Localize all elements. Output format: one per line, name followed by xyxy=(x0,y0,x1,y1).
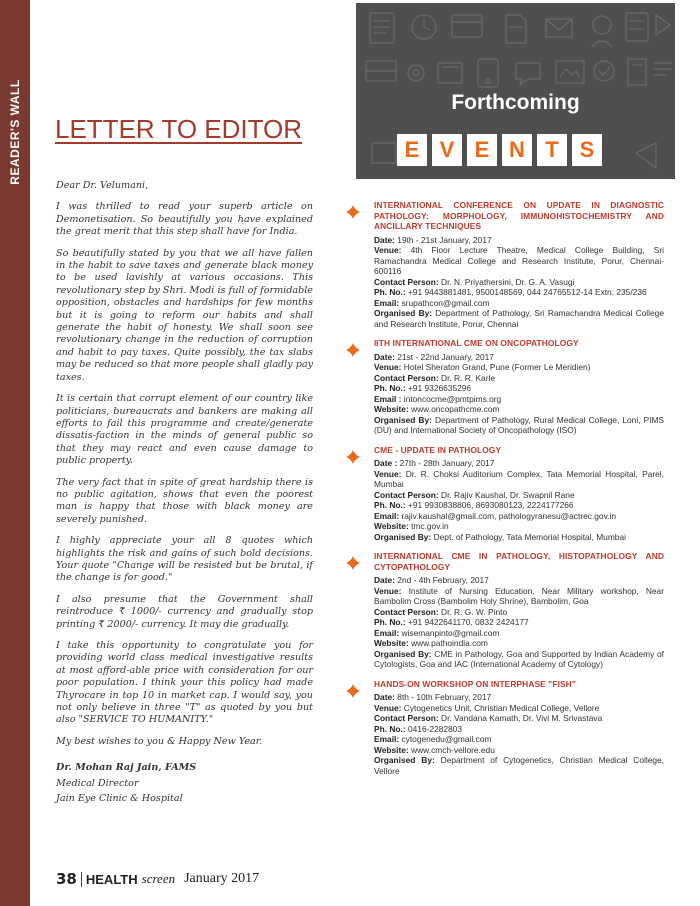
event-detail-label: Ph. No.: xyxy=(374,383,406,393)
letter-paragraph: The very fact that in spite of great hardship there is no public agitation, shows that even the poorest man is happy that those with black money are severely punished. xyxy=(56,476,313,525)
event-detail-row xyxy=(374,298,664,309)
event-detail-row xyxy=(374,575,664,586)
event-detail-value: 0416-2282803 xyxy=(407,723,462,734)
event-detail-label: Date: xyxy=(374,575,395,585)
event-detail-label: Email : xyxy=(374,393,402,404)
event-entry xyxy=(346,679,664,777)
event-detail-label: Venue: xyxy=(374,585,402,596)
letter-body xyxy=(56,180,313,808)
event-detail-row xyxy=(374,532,664,543)
letter-paragraph: I was thrilled to read your superb article on Demonetisation. So beautifully you have explained the great merit that this step shall have for India. xyxy=(56,201,313,238)
event-detail-label: Email: xyxy=(374,627,400,638)
letter-paragraph: I also presume that the Government shall reintroduce ₹ 1000/- currency and gradually stop printing ₹ 2000/- currency. It may die gradually. xyxy=(56,593,313,630)
event-detail-value: Cytogenetics Unit, Christian Medical College, Vellore xyxy=(403,702,600,713)
event-detail-label: Email: xyxy=(374,510,400,521)
event-detail-value: Dr. R. R. Karle xyxy=(441,372,495,383)
event-detail-value: Hotel Sheraton Grand, Pune (Former Le Meridien) xyxy=(403,362,591,372)
letter-paragraph: My best wishes to you & Happy New Year. xyxy=(56,735,263,747)
event-detail-row xyxy=(374,404,664,415)
event-detail-label: Organised By: xyxy=(374,308,433,318)
event-detail-row xyxy=(374,277,664,288)
bullet-star-icon xyxy=(346,343,360,357)
event-detail-label: Website: xyxy=(374,638,409,648)
letter-paragraph: It is certain that corrupt element of our country like politicians, bureaucrats and bankers are making all efforts to fail this programme and create/generate dissatis-faction in the minds of general public so that they may react and even cause damage to public property. xyxy=(56,393,313,467)
bullet-star-icon xyxy=(346,205,360,219)
event-detail-value: +91 9930838806, 8693080123, 2224177266 xyxy=(407,500,574,510)
events-letter-tile: N xyxy=(502,134,532,166)
events-header xyxy=(356,3,675,179)
event-detail-row xyxy=(374,692,664,703)
event-detail-row xyxy=(374,724,664,735)
event-detail-row xyxy=(374,638,664,649)
letter-role: Medical Director xyxy=(56,777,139,789)
event-detail-label: Venue: xyxy=(374,468,402,479)
event-detail-value: Dr. Vandana Kamath, Dr. Vivi M. Srivastava xyxy=(441,713,603,723)
events-letter-tile: E xyxy=(467,134,497,166)
issue-date: January 2017 xyxy=(184,871,260,886)
event-detail-row xyxy=(374,745,664,756)
event-detail-label: Organised By: xyxy=(374,755,435,765)
letter-paragraph: So beautifully stated by you that we all have fallen in the habit to save taxes and generate black money to be used lavishly at various occasions. This revolutionary step by Shri. Modi is full of formidable opposition, obstacles and hardships for few months but it is going to reform our habits and shall generate the habit of honesty. We shall soon see revolutionary change in the reduction of corruption and habit to pay taxes. Quite possibly, the tax slabs may be reduced so that more people shall gladly pay taxes. xyxy=(56,247,314,383)
event-detail-row xyxy=(374,607,664,618)
forthcoming-title: Forthcoming xyxy=(451,91,580,114)
events-letter-tile: S xyxy=(572,134,602,166)
event-detail-row xyxy=(374,287,664,298)
event-detail-value: 2nd - 4th February, 2017 xyxy=(397,575,489,585)
page-footer xyxy=(56,870,259,888)
event-entry xyxy=(346,445,664,543)
event-detail-row xyxy=(374,628,664,639)
readers-wall-sidebar xyxy=(0,0,30,906)
event-detail-value: +91 9326635296 xyxy=(407,383,472,393)
event-detail-value: Department of Pathology, Rural Medical College, Loni, PIMS (DU) and International Society of Oncopathology (ISO) xyxy=(374,414,665,435)
event-detail-row xyxy=(374,352,664,363)
event-detail-label: Venue: xyxy=(374,702,402,713)
event-detail-label: Organised By: xyxy=(374,648,432,659)
event-title: INTERNATIONAL CME IN PATHOLOGY, HISTOPATHOLOGY AND CYTOPATHOLOGY xyxy=(374,551,664,572)
event-detail-row xyxy=(374,469,664,490)
event-detail-value: +91 9422641170, 0832 2424177 xyxy=(407,617,529,627)
event-detail-row xyxy=(374,713,664,724)
event-detail-row xyxy=(374,586,664,607)
event-detail-value: 21st - 22nd January, 2017 xyxy=(397,351,494,362)
event-detail-label: Date: xyxy=(374,351,395,362)
footer-divider xyxy=(81,872,82,887)
event-detail-label: Contact Person: xyxy=(374,276,439,287)
event-detail-value: Dr. N. Priyathersini, Dr. G. A. Vasugi xyxy=(441,276,575,287)
event-detail-label: Date: xyxy=(374,692,395,702)
event-detail-label: Contact Person: xyxy=(374,606,439,617)
events-letter-tile: E xyxy=(397,134,427,166)
event-title: CME - UPDATE IN PATHOLOGY xyxy=(374,444,502,455)
events-list xyxy=(346,200,664,785)
event-detail-row xyxy=(374,755,664,776)
event-detail-value: CME in Pathology, Goa and Supported by Indian Academy of Cytologists, Goa and IAC (International Academy of Cytology) xyxy=(374,648,664,669)
event-detail-value: www.pathoindia.com xyxy=(411,638,488,648)
event-detail-label: Ph. No.: xyxy=(374,723,406,734)
event-title: HANDS-ON WORKSHOP ON INTERPHASE "FISH" xyxy=(374,678,576,689)
event-detail-row xyxy=(374,703,664,714)
event-detail-row xyxy=(374,617,664,628)
letter-paragraph: I take this opportunity to congratulate you for providing world class medical investigative results at most afford-able price with consideration for our poor population. I think your this policy had made Thyrocare in top 10 in market cap. I would say, you not only believe in three "T" as quoted by you but also "SERVICE TO HUMANITY." xyxy=(56,640,313,726)
event-detail-value: Dr. R. Choksi Auditorium Complex, Tata Memorial Hospital, Parel, Mumbai xyxy=(374,468,664,489)
event-detail-value: cytogenedu@gmail.com xyxy=(401,734,492,744)
event-detail-row xyxy=(374,308,664,329)
event-detail-label: Organised By: xyxy=(374,531,432,542)
event-detail-value: Dr. Rajiv Kaushal, Dr. Swapnil Rane xyxy=(441,489,575,500)
event-detail-value: Department of Pathology, Sri Ramachandra Medical College and Research Institute, Porur, Chennai xyxy=(374,308,664,329)
event-detail-value: 27th - 28th January, 2017 xyxy=(399,458,495,468)
event-detail-row xyxy=(374,649,664,670)
event-detail-value: tmc.gov.in xyxy=(411,521,449,531)
event-detail-row xyxy=(374,362,664,373)
event-detail-label: Organised By: xyxy=(374,414,432,425)
bullet-star-icon xyxy=(346,556,360,570)
event-detail-value: srupathcon@gmail.com xyxy=(401,297,490,308)
letter-paragraph: I highly appreciate your all 8 quotes which highlights the risk and gains of such bold decisions. Your quote "Change will be resisted but be brutal, if the change is for good." xyxy=(56,535,313,584)
event-detail-row xyxy=(374,458,664,469)
event-detail-label: Contact Person: xyxy=(374,372,439,383)
events-letter-tiles xyxy=(397,134,602,166)
event-detail-value: intoncocme@pmtpims.org xyxy=(403,393,502,404)
event-detail-value: wisemanpinto@gmail.com xyxy=(401,627,500,638)
event-detail-label: Ph. No.: xyxy=(374,500,406,510)
event-detail-row xyxy=(374,245,664,277)
sidebar-label-box xyxy=(3,79,27,192)
event-detail-value: rajiv.kaushal@gmail.com, pathologyranesu@actrec.gov.in xyxy=(401,510,617,521)
event-detail-label: Contact Person: xyxy=(374,713,439,723)
event-detail-row xyxy=(374,415,664,436)
event-entry xyxy=(346,338,664,436)
event-detail-value: www.cmch-vellore.edu xyxy=(411,744,495,755)
event-detail-value: +91 9443881481, 9500148569, 044 24765512-14 Extn: 235/236 xyxy=(407,287,647,297)
letter-org: Jain Eye Clinic & Hospital xyxy=(56,793,183,805)
event-detail-value: Dr. R. G. W. Pinto xyxy=(441,606,508,617)
event-detail-value: 4th Floor Lecture Theatre, Medical College Building, Sri Ramachandra Medical College and Research Institute, Porur, Chennai-600116 xyxy=(374,245,664,276)
magazine-name-bold: HEALTH xyxy=(85,871,138,887)
event-detail-value: Department of Cytogenetics, Christian Medical College, Vellore xyxy=(374,755,665,776)
event-detail-row xyxy=(374,490,664,501)
event-detail-label: Website: xyxy=(374,744,409,755)
event-detail-row xyxy=(374,511,664,522)
event-detail-label: Venue: xyxy=(374,245,402,255)
event-detail-row xyxy=(374,373,664,384)
event-detail-value: Institute of Nursing Education, Near Military workshop, Near Bambolim Cross (Bambolim Holy Shrine), Bambolim, Goa xyxy=(374,585,664,606)
event-detail-value: www.oncopathcme.com xyxy=(411,404,500,414)
event-detail-row xyxy=(374,394,664,405)
letter-title: LETTER TO EDITOR xyxy=(55,114,303,144)
letter-signature: Dr. Mohan Raj Jain, FAMS xyxy=(56,762,197,774)
magazine-name-script: screen xyxy=(141,871,176,886)
event-detail-row xyxy=(374,235,664,246)
event-detail-label: Website: xyxy=(374,404,409,414)
event-title: 8TH INTERNATIONAL CME ON ONCOPATHOLOGY xyxy=(374,338,579,348)
event-entry xyxy=(346,551,664,670)
event-title: INTERNATIONAL CONFERENCE ON UPDATE IN DIAGNOSTIC PATHOLOGY: MORPHOLOGY, IMMUNOHISTOCHEMISTRY AND ANCILLARY TECHNIQUES xyxy=(374,200,664,231)
event-detail-row xyxy=(374,734,664,745)
event-detail-value: Dept. of Pathology, Tata Memorial Hospital, Mumbai xyxy=(433,531,626,542)
event-detail-label: Email: xyxy=(374,297,400,308)
event-detail-label: Website: xyxy=(374,521,409,531)
event-detail-label: Ph. No.: xyxy=(374,287,406,297)
event-detail-label: Date: xyxy=(374,234,395,245)
letter-salutation: Dear Dr. Velumani, xyxy=(56,180,149,191)
bullet-star-icon xyxy=(346,450,360,464)
event-detail-label: Email: xyxy=(374,734,400,744)
event-detail-value: 8th - 10th February, 2017 xyxy=(397,692,492,702)
events-letter-tile: V xyxy=(432,134,462,166)
event-detail-row xyxy=(374,500,664,511)
event-entry xyxy=(346,200,664,329)
event-detail-label: Contact Person: xyxy=(374,489,439,500)
event-detail-row xyxy=(374,383,664,394)
event-detail-label: Venue: xyxy=(374,362,402,372)
event-detail-value: 19th - 21st January, 2017 xyxy=(397,234,492,245)
sidebar-label: READER'S WALL xyxy=(8,79,22,185)
bullet-star-icon xyxy=(346,684,360,698)
events-letter-tile: T xyxy=(537,134,567,166)
event-detail-label: Ph. No.: xyxy=(374,617,406,627)
event-detail-label: Date : xyxy=(374,458,398,468)
event-detail-row xyxy=(374,521,664,532)
page-number: 38 xyxy=(56,870,77,888)
